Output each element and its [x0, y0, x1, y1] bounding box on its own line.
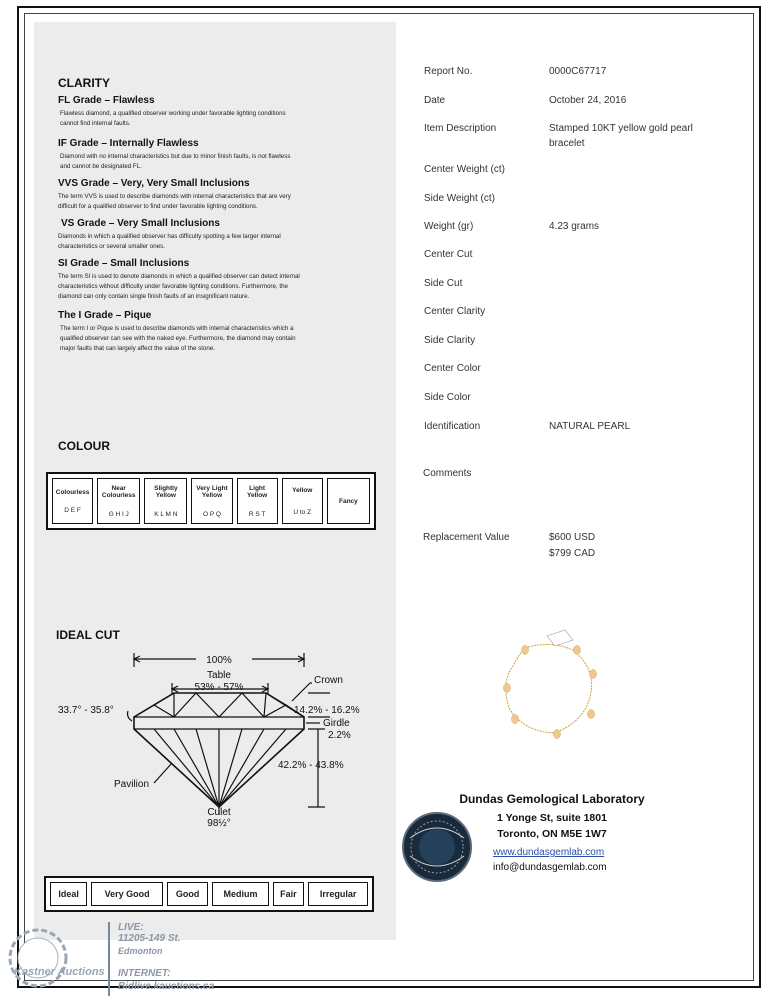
pearl [554, 730, 561, 739]
grade-vs-desc [58, 232, 378, 252]
field-label-identification: Identification [424, 421, 481, 432]
grade-si-title: SI Grade – Small Inclusions [58, 258, 190, 269]
colour-letters: K L M N [154, 510, 178, 518]
field-label-center-clarity: Center Clarity [424, 306, 486, 317]
grade-i-desc [58, 324, 378, 354]
live-address-line2: Edmonton [118, 946, 163, 956]
width-label: 100% [206, 655, 232, 666]
colour-name: Near Colourless [101, 484, 136, 499]
crown-angle-label: 33.7° - 35.8° [58, 705, 114, 716]
grade-if-desc [58, 152, 378, 172]
internet-url: Bidlive.kauctions.ca [118, 981, 215, 992]
bracelet-photo [495, 628, 610, 743]
colour-name: Slightly Yellow [154, 484, 178, 499]
field-label-side-cut: Side Cut [424, 278, 463, 289]
table-range-label: 53% - 57% [194, 682, 244, 693]
ideal-cut-heading: IDEAL CUT [56, 628, 120, 642]
lab-address-line2: Toronto, ON M5E 1W7 [497, 828, 607, 840]
grade-i-title: The I Grade – Pique [58, 310, 152, 321]
grade-vvs-title: VVS Grade – Very, Very Small Inclusions [58, 178, 250, 189]
colour-cell-light-yellow [237, 478, 278, 524]
lab-email: info@dundasgemlab.com [493, 862, 607, 873]
cut-grade-good: Good [167, 882, 208, 906]
crown-label: Crown [314, 675, 343, 686]
crown-height-label: 14.2% - 16.2% [294, 705, 360, 716]
colour-letters: G H I J [108, 510, 129, 518]
lab-address-line1: 1 Yonge St, suite 1801 [497, 812, 607, 824]
table-label: Table [207, 670, 231, 681]
replacement-value-label: Replacement Value [423, 532, 510, 543]
culet-label: Culet [207, 807, 231, 818]
desc-line: characteristics without difficulty under favorable lighting conditions. Furthermore, the [58, 283, 288, 290]
grade-vs-title: VS Grade – Very Small Inclusions [61, 218, 220, 229]
diamond-diagram [50, 645, 380, 830]
desc-line: Diamonds in which a qualified observer has difficulty spotting a few larger internal [58, 233, 281, 240]
colour-name: Colourless [55, 488, 90, 496]
grade-fl-title: FL Grade – Flawless [58, 95, 155, 106]
kastner-watermark [0, 920, 245, 1000]
lab-info [452, 792, 652, 840]
field-label-item-description: Item Description [424, 123, 497, 134]
cut-grade-fair: Fair [273, 882, 305, 906]
internet-label: INTERNET: [118, 968, 171, 979]
pearl [590, 670, 597, 679]
field-label-report-no: Report No. [424, 66, 473, 77]
field-label-center-weight: Center Weight (ct) [424, 164, 505, 175]
live-label: LIVE: [118, 922, 144, 933]
comments-label: Comments [423, 468, 472, 479]
pearl [588, 710, 595, 719]
colour-heading: COLOUR [58, 439, 110, 453]
pavilion-depth-label: 42.2% - 43.8% [278, 760, 344, 771]
grade-if-title: IF Grade – Internally Flawless [58, 138, 199, 149]
colour-cell-near-colourless [97, 478, 140, 524]
desc-line: major faults that can largely affect the value of the stone. [60, 345, 216, 352]
divider [108, 922, 110, 996]
field-value-identification: NATURAL PEARL [549, 421, 631, 432]
colour-cell-fancy [327, 478, 370, 524]
field-label-side-color: Side Color [424, 392, 471, 403]
desc-line: The term VVS is used to describe diamonds with internal characteristics that are very [58, 193, 291, 200]
desc-line: and cannot be designated FL. [60, 163, 142, 170]
lab-website-link[interactable]: www.dundasgemlab.com [493, 847, 605, 858]
desc-line: The term I or Pique is used to describe diamonds with internal characteristics which a [60, 325, 294, 332]
desc-line: cannot find internal faults. [60, 120, 131, 127]
colour-name: Very Light Yellow [196, 484, 228, 499]
field-value-item-description: Stamped 10KT yellow gold pearl bracelet [549, 123, 693, 149]
colour-letters: O P Q [203, 510, 221, 518]
kastner-logo [0, 922, 112, 1000]
desc-line: difficult for a qualified observer to find under favorable lighting conditions. [58, 203, 258, 210]
field-label-side-weight: Side Weight (ct) [424, 193, 495, 204]
girdle-value-label: 2.2% [328, 730, 351, 741]
desc-line: characteristics or several smaller ones. [58, 243, 165, 250]
field-value-report-no: 0000C67717 [549, 66, 607, 77]
colour-scale-table [46, 472, 376, 530]
cut-grade-ideal: Ideal [50, 882, 87, 906]
lab-name: Dundas Gemological Laboratory [459, 792, 645, 806]
field-value-weight: 4.23 grams [549, 221, 600, 232]
desc-line: qualified observer can see with the naked eye. Furthermore, the diamond may contain [60, 335, 296, 342]
colour-name: Fancy [338, 497, 358, 505]
grade-vvs-desc [58, 192, 378, 212]
price-tag [547, 630, 573, 646]
colour-cell-slightly-yellow [144, 478, 187, 524]
cut-grade-very-good: Very Good [91, 882, 163, 906]
pearl [574, 646, 581, 655]
replacement-usd: $600 USD [549, 532, 596, 543]
field-value-date: October 24, 2016 [549, 95, 627, 106]
colour-letters: D E F [64, 506, 81, 514]
field-label-side-clarity: Side Clarity [424, 335, 476, 346]
desc-line: The term SI is used to denote diamonds in which a qualified observer can detect internal [58, 273, 300, 280]
colour-name: Yellow [292, 486, 313, 494]
desc-line: Diamond with no internal characteristics but due to minor finish faults, is not flawless [60, 153, 291, 160]
clarity-grades [58, 95, 378, 354]
field-label-center-cut: Center Cut [424, 249, 473, 260]
field-label-weight: Weight (gr) [424, 221, 474, 232]
pearl [522, 646, 529, 655]
cut-grade-irregular: Irregular [308, 882, 368, 906]
field-label-date: Date [424, 95, 446, 106]
pearl [512, 715, 519, 724]
kastner-brand-text: Kastner Auctions [14, 966, 105, 978]
culet-angle-label: 98½° [207, 818, 231, 829]
field-label-center-color: Center Color [424, 363, 481, 374]
colour-cell-colourless [52, 478, 93, 524]
clarity-heading: CLARITY [58, 76, 110, 90]
pavilion-label: Pavilion [114, 779, 150, 790]
desc-line: diamond can only contain single finish faults of an insignificant nature. [58, 293, 250, 300]
cut-grade-table [44, 876, 374, 912]
cut-grade-medium: Medium [212, 882, 268, 906]
colour-cell-yellow [282, 478, 323, 524]
grade-fl-desc [58, 109, 378, 129]
replacement-cad: $799 CAD [549, 548, 596, 559]
girdle-label: Girdle [323, 718, 350, 729]
desc-line: Flawless diamond, a qualified observer working under favorable lighting conditions [60, 110, 286, 117]
pearl [504, 684, 511, 693]
colour-letters: R S T [248, 510, 266, 518]
colour-letters: U to Z [293, 508, 312, 516]
colour-cell-very-light-yellow [191, 478, 232, 524]
colour-name: Light Yellow [247, 484, 268, 499]
grade-si-desc [58, 272, 378, 302]
live-address-line1: 11205-149 St. [118, 933, 181, 944]
